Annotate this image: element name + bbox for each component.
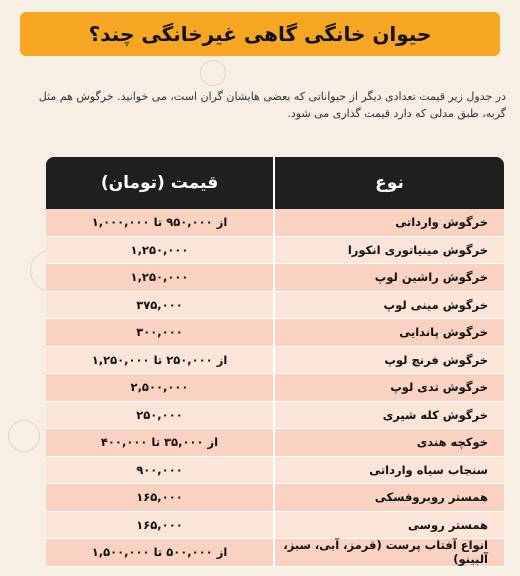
cell-type: سنجاب سیاه وارداتی bbox=[369, 462, 488, 477]
cell-price: از ۲۵۰,۰۰۰ تا ۱,۲۵۰,۰۰۰ bbox=[46, 347, 275, 374]
table-row bbox=[46, 402, 504, 430]
table-row bbox=[46, 374, 504, 402]
cell-type: انواع آفتاب پرست (قرمز، آبی، سبز، آلبینو) bbox=[283, 538, 488, 567]
table-body bbox=[46, 209, 504, 567]
cell-type: خرگوش وارداتی bbox=[395, 215, 488, 230]
intro-paragraph: در جدول زیر قیمت تعدادی دیگر از حیواناتی که بعضی هایشان گران است، می خوانید. خرگوش هم مثل گربه، طبق مدلی که دارد قیمت گذاری می شود. bbox=[38, 90, 506, 120]
cell-type: خوکچه هندی bbox=[416, 435, 488, 450]
table-row bbox=[46, 539, 504, 567]
background-doodle bbox=[8, 420, 40, 452]
cell-price: ۲۵۰,۰۰۰ bbox=[46, 402, 275, 429]
header-price: قیمت (تومان) bbox=[46, 157, 275, 209]
cell-type: خرگوش پاندایی bbox=[399, 325, 488, 340]
table-row bbox=[46, 292, 504, 320]
background-doodle bbox=[200, 60, 226, 86]
table-row bbox=[46, 209, 504, 237]
table-row bbox=[46, 319, 504, 347]
cell-price: ۲,۵۰۰,۰۰۰ bbox=[46, 374, 275, 401]
cell-price: از ۹۵۰,۰۰۰ تا ۱,۰۰۰,۰۰۰ bbox=[46, 209, 275, 236]
cell-type: خرگوش تدی لوپ bbox=[390, 380, 488, 395]
table-row bbox=[46, 429, 504, 457]
cell-price: ۱۶۵,۰۰۰ bbox=[46, 512, 275, 539]
title-banner bbox=[20, 12, 500, 56]
cell-price: ۳۷۵,۰۰۰ bbox=[46, 292, 275, 319]
table-row bbox=[46, 484, 504, 512]
cell-price: ۱,۲۵۰,۰۰۰ bbox=[46, 264, 275, 291]
table-row bbox=[46, 264, 504, 292]
header-type: نوع bbox=[375, 173, 404, 193]
cell-type: خرگوش کله شیری bbox=[382, 407, 488, 422]
cell-type: خرگوش مینیاتوری انکورا bbox=[347, 242, 488, 257]
table-row bbox=[46, 457, 504, 485]
cell-price: ۱۶۵,۰۰۰ bbox=[46, 484, 275, 511]
page-title: حیوان خانگی گاهی غیرخانگی چند؟ bbox=[88, 22, 432, 46]
table-header bbox=[46, 157, 504, 209]
cell-type: خرگوش مینی لوپ bbox=[383, 297, 488, 312]
cell-price: از ۵۰۰,۰۰۰ تا ۱,۵۰۰,۰۰۰ bbox=[46, 539, 275, 566]
cell-type: همستر روسی bbox=[408, 517, 488, 532]
cell-price: ۹۰۰,۰۰۰ bbox=[46, 457, 275, 484]
cell-price: ۳۰۰,۰۰۰ bbox=[46, 319, 275, 346]
table-row bbox=[46, 347, 504, 375]
price-table bbox=[46, 157, 504, 567]
table-row bbox=[46, 237, 504, 265]
cell-type: خرگوش فرنچ لوپ bbox=[384, 352, 488, 367]
table-row bbox=[46, 512, 504, 540]
cell-price: از ۳۵,۰۰۰ تا ۴۰۰,۰۰۰ bbox=[46, 429, 275, 456]
cell-price: ۱,۲۵۰,۰۰۰ bbox=[46, 237, 275, 264]
cell-type: همستر روبروفسکی bbox=[374, 490, 488, 505]
cell-type: خرگوش راشین لوپ bbox=[374, 270, 488, 285]
